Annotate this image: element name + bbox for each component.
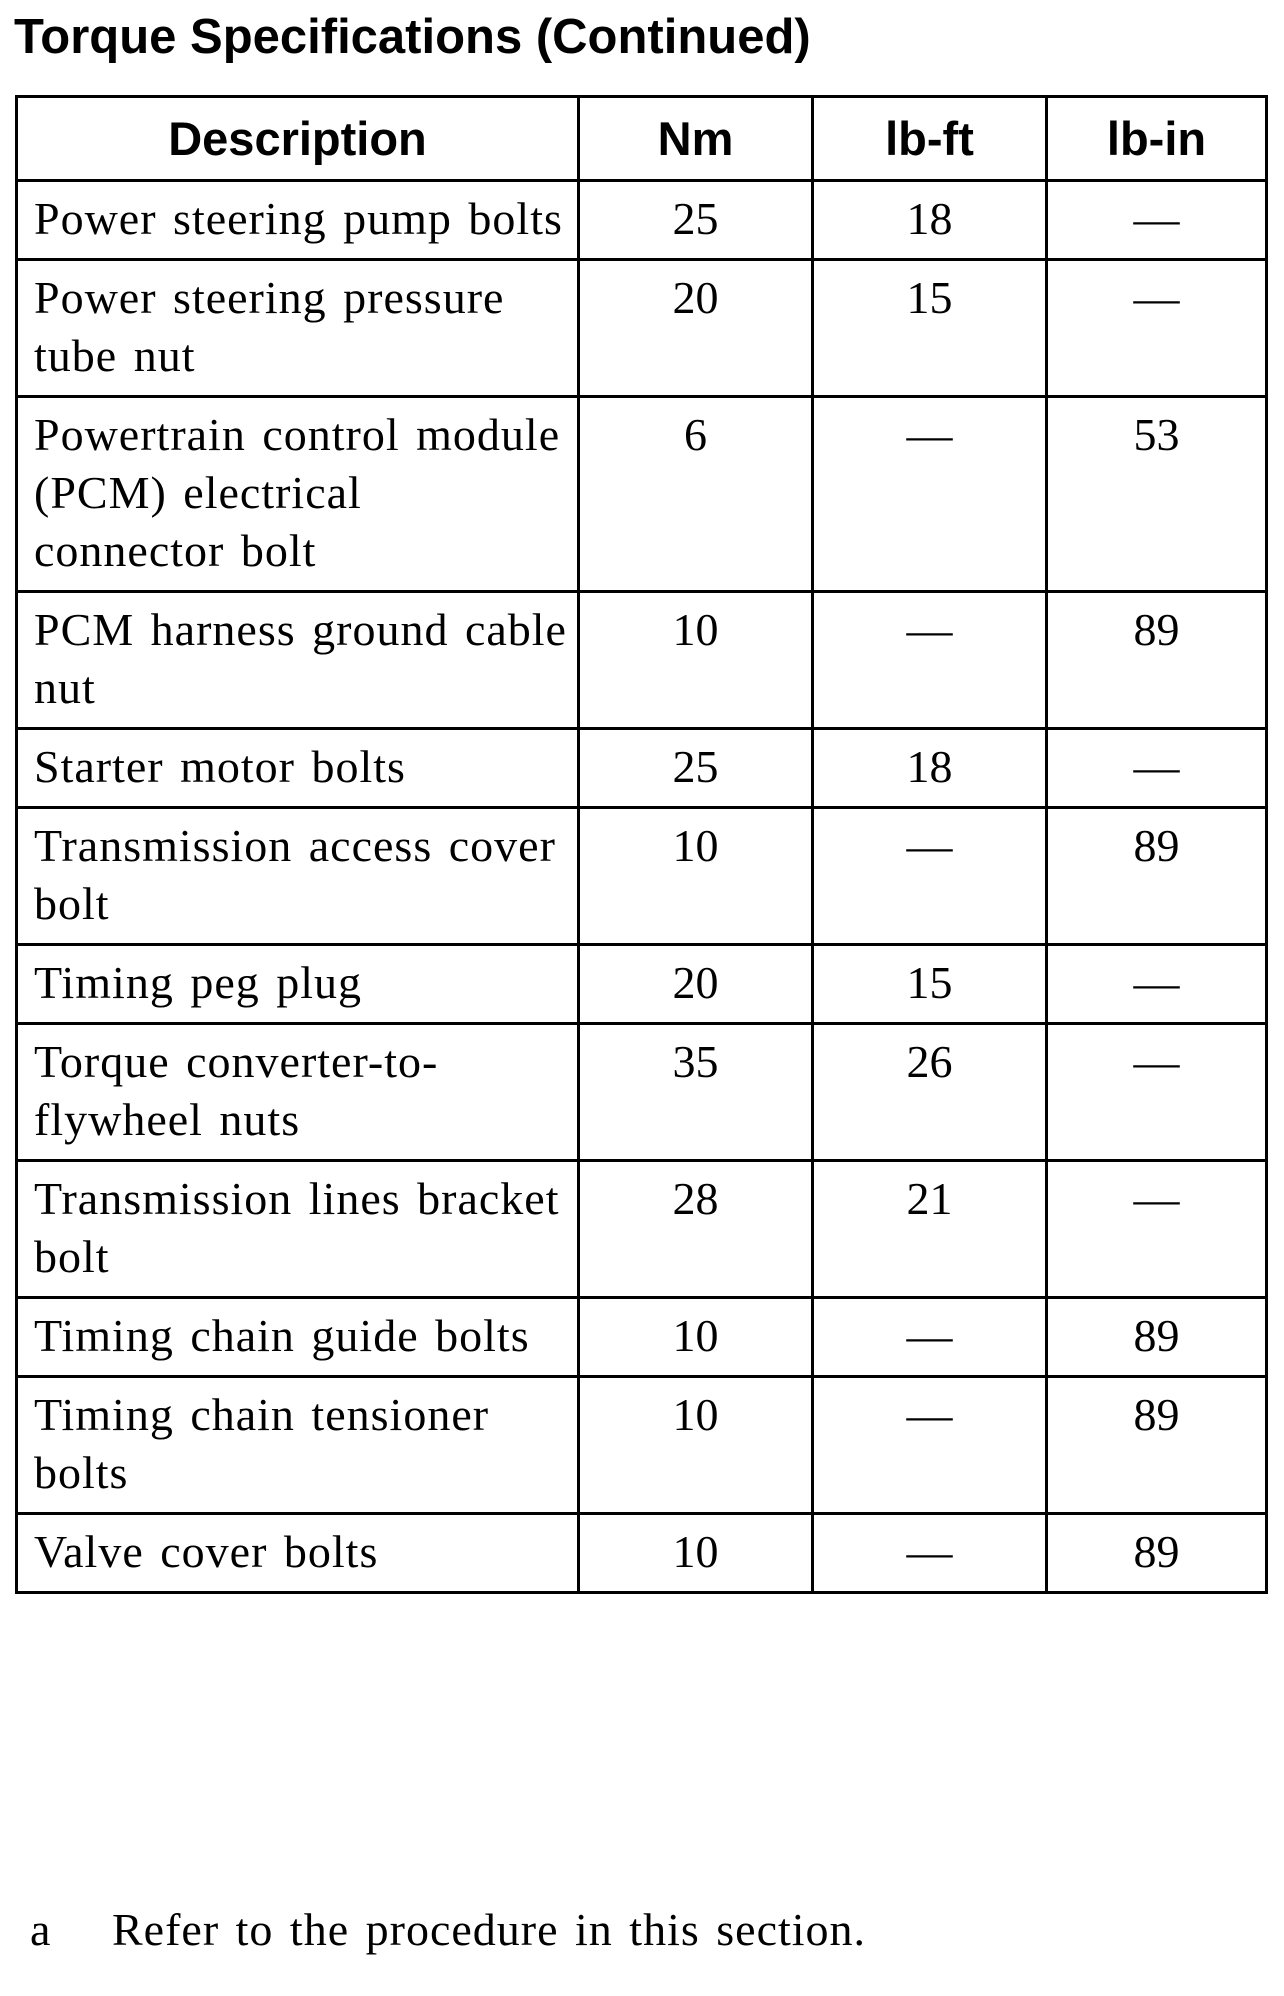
cell-lb-ft: —	[813, 592, 1047, 729]
cell-nm: 10	[579, 592, 813, 729]
table-row	[17, 808, 1267, 945]
table-row	[17, 1514, 1267, 1593]
cell-lb-in: 89	[1047, 1377, 1267, 1514]
cell-description: Timing peg plug	[17, 945, 579, 1024]
cell-lb-in: 53	[1047, 397, 1267, 592]
footnote-text: Refer to the procedure in this section.	[112, 1904, 867, 1955]
cell-nm: 10	[579, 1514, 813, 1593]
cell-description: PCM harness ground cable nut	[17, 592, 579, 729]
cell-description: Timing chain tensioner bolts	[17, 1377, 579, 1514]
cell-lb-in: 89	[1047, 592, 1267, 729]
table-row	[17, 260, 1267, 397]
cell-nm: 28	[579, 1161, 813, 1298]
cell-nm: 20	[579, 945, 813, 1024]
cell-lb-in: 89	[1047, 1298, 1267, 1377]
cell-description: Transmission lines bracket bolt	[17, 1161, 579, 1298]
cell-description: Power steering pressure tube nut	[17, 260, 579, 397]
cell-lb-in: 89	[1047, 808, 1267, 945]
cell-nm: 6	[579, 397, 813, 592]
cell-lb-in: —	[1047, 181, 1267, 260]
footnote	[30, 1901, 866, 1959]
cell-lb-ft: —	[813, 1298, 1047, 1377]
cell-lb-ft: 15	[813, 945, 1047, 1024]
cell-lb-in: —	[1047, 1161, 1267, 1298]
cell-lb-ft: 26	[813, 1024, 1047, 1161]
header-lb-ft: lb-ft	[813, 97, 1047, 181]
cell-nm: 10	[579, 808, 813, 945]
cell-lb-in: —	[1047, 1024, 1267, 1161]
cell-nm: 20	[579, 260, 813, 397]
cell-description: Torque converter-to-flywheel nuts	[17, 1024, 579, 1161]
table-row	[17, 945, 1267, 1024]
table-row	[17, 397, 1267, 592]
cell-nm: 25	[579, 729, 813, 808]
cell-nm: 35	[579, 1024, 813, 1161]
table-row	[17, 1161, 1267, 1298]
cell-lb-ft: 18	[813, 181, 1047, 260]
cell-lb-ft: 21	[813, 1161, 1047, 1298]
cell-lb-ft: —	[813, 808, 1047, 945]
cell-nm: 10	[579, 1298, 813, 1377]
table-row	[17, 729, 1267, 808]
cell-description: Power steering pump bolts	[17, 181, 579, 260]
cell-description: Valve cover bolts	[17, 1514, 579, 1593]
cell-lb-ft: 18	[813, 729, 1047, 808]
header-nm: Nm	[579, 97, 813, 181]
cell-lb-in: 89	[1047, 1514, 1267, 1593]
table-row	[17, 1024, 1267, 1161]
cell-lb-ft: —	[813, 397, 1047, 592]
table-row	[17, 181, 1267, 260]
cell-lb-ft: —	[813, 1377, 1047, 1514]
header-description: Description	[17, 97, 579, 181]
cell-description: Timing chain guide bolts	[17, 1298, 579, 1377]
cell-lb-in: —	[1047, 945, 1267, 1024]
table-row	[17, 1377, 1267, 1514]
cell-description: Transmission access cover bolt	[17, 808, 579, 945]
torque-spec-table	[15, 95, 1268, 1594]
table-row	[17, 1298, 1267, 1377]
header-lb-in: lb-in	[1047, 97, 1267, 181]
cell-description: Powertrain control module (PCM) electrical connector bolt	[17, 397, 579, 592]
cell-nm: 10	[579, 1377, 813, 1514]
cell-nm: 25	[579, 181, 813, 260]
cell-lb-ft: 15	[813, 260, 1047, 397]
footnote-marker: a	[30, 1904, 52, 1955]
cell-lb-in: —	[1047, 729, 1267, 808]
cell-lb-in: —	[1047, 260, 1267, 397]
cell-lb-ft: —	[813, 1514, 1047, 1593]
cell-description: Starter motor bolts	[17, 729, 579, 808]
table-header-row	[17, 97, 1267, 181]
table-row	[17, 592, 1267, 729]
page-title: Torque Specifications (Continued)	[14, 10, 811, 64]
